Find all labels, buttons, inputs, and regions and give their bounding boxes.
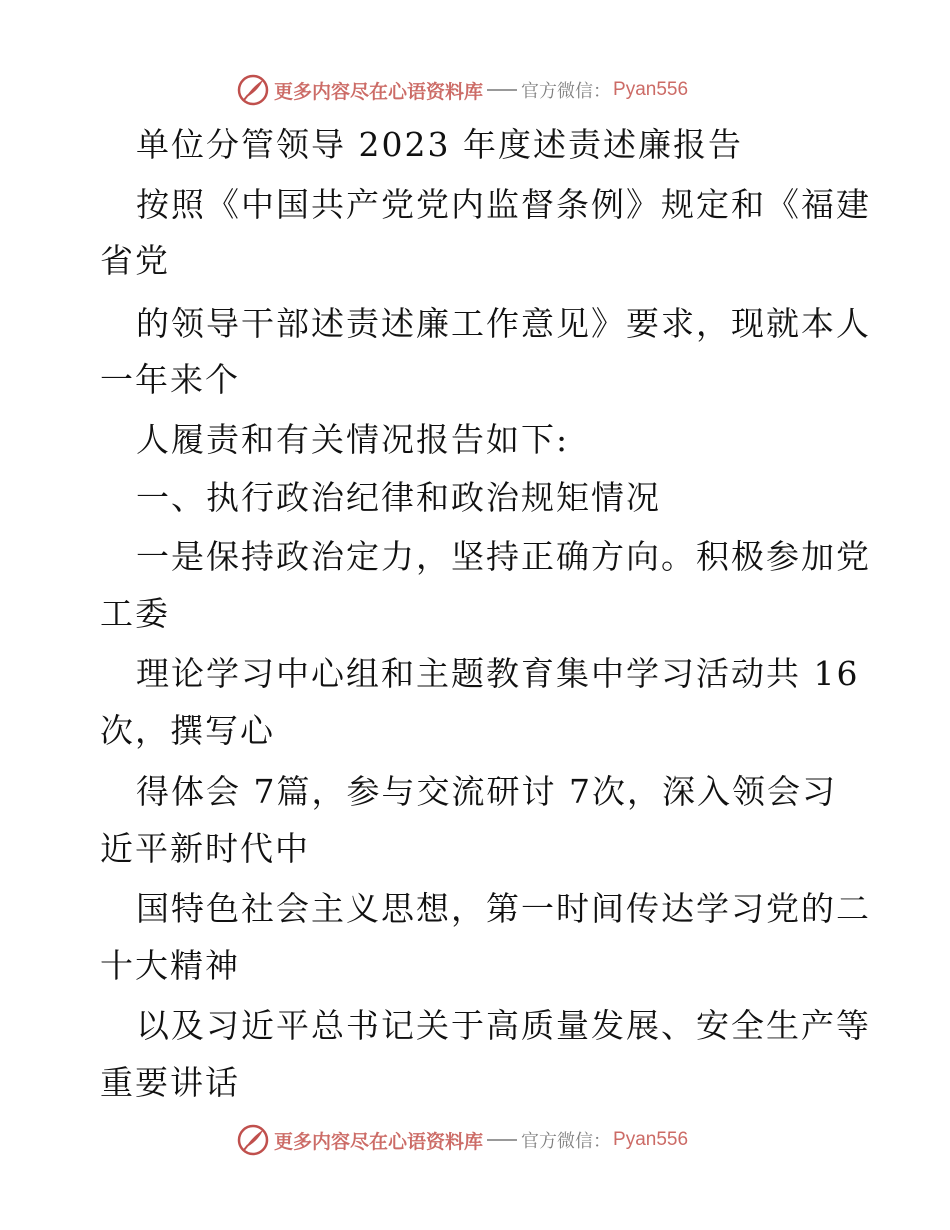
header-watermark xyxy=(236,72,688,108)
doc-line: 的领导干部述责述廉工作意见》要求，现就本人 xyxy=(136,304,871,343)
doc-line: 十大精神 xyxy=(100,946,240,985)
watermark-sub-text: 官方微信： xyxy=(521,1131,612,1152)
footer-watermark xyxy=(236,1122,688,1158)
doc-line: 省党 xyxy=(100,241,170,280)
doc-line: 国特色社会主义思想，第一时间传达学习党的二 xyxy=(136,889,871,928)
doc-line: 近平新时代中 xyxy=(100,829,310,868)
watermark-main-text: 更多内容尽在心语资料库 xyxy=(274,1130,484,1153)
doc-line: 次，撰写心 xyxy=(100,711,275,750)
section-heading: 一、执行政治纪律和政治规矩情况 xyxy=(136,478,661,517)
feather-pen-logo-icon xyxy=(236,73,270,107)
watermark-wechat-id: Pyan556 xyxy=(613,79,689,100)
doc-line: 以及习近平总书记关于高质量发展、安全生产等 xyxy=(136,1006,871,1045)
doc-line: 理论学习中心组和主题教育集中学习活动共 16 xyxy=(136,654,860,693)
watermark-dash xyxy=(487,89,517,91)
doc-line: 一是保持政治定力，坚持正确方向。积极参加党 xyxy=(136,537,871,576)
watermark-dash xyxy=(487,1139,517,1141)
doc-line: 一年来个 xyxy=(100,360,240,399)
feather-pen-logo-icon xyxy=(236,1123,270,1157)
doc-line: 按照《中国共产党党内监督条例》规定和《福建 xyxy=(136,185,871,224)
doc-line: 重要讲话 xyxy=(100,1063,240,1102)
watermark-sub-text: 官方微信： xyxy=(521,81,612,102)
doc-line: 工委 xyxy=(100,594,170,633)
doc-line: 得体会 7篇，参与交流研讨 7次，深入领会习 xyxy=(136,772,837,811)
watermark-main-text: 更多内容尽在心语资料库 xyxy=(274,80,484,103)
doc-line: 人履责和有关情况报告如下: xyxy=(136,420,570,459)
doc-title: 单位分管领导 2023 年度述责述廉报告 xyxy=(136,125,743,164)
watermark-wechat-id: Pyan556 xyxy=(613,1129,689,1150)
